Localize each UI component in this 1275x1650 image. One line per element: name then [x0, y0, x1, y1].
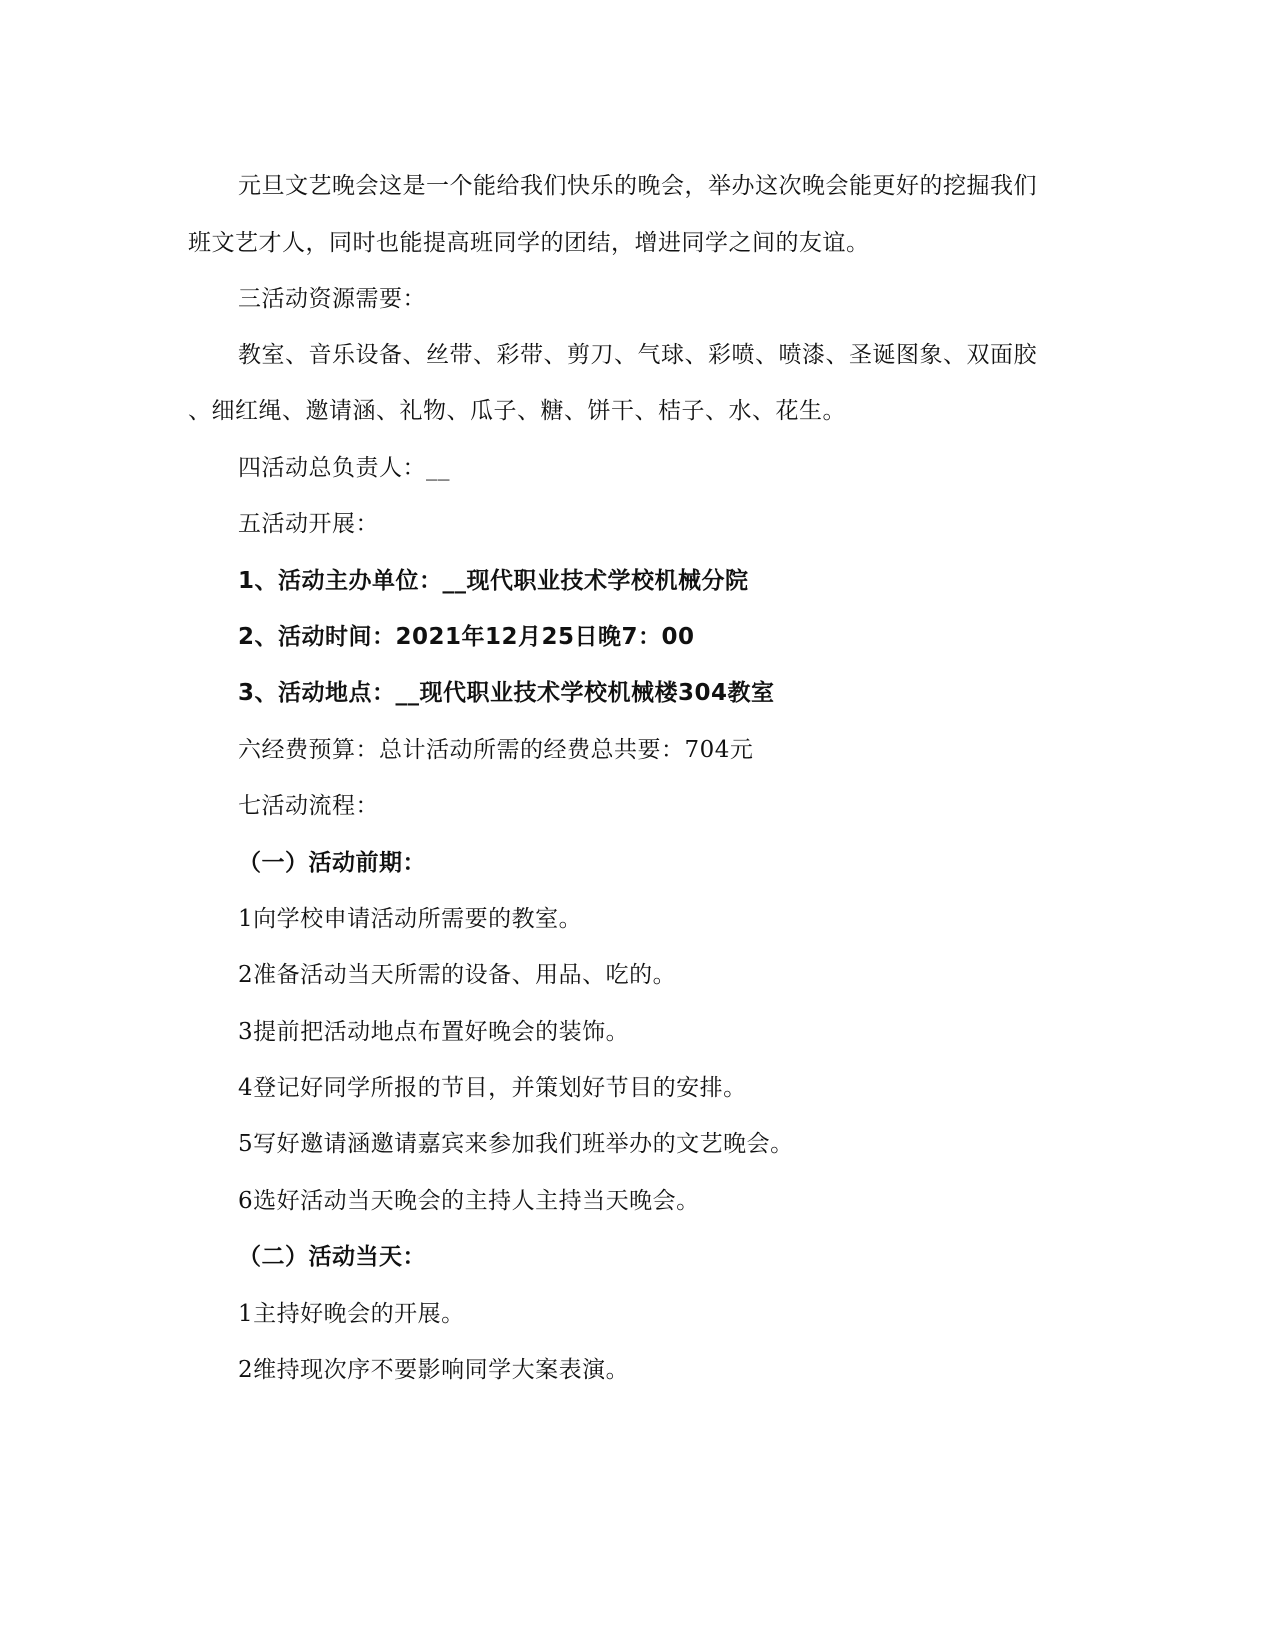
resources-line-2: 、细红绳、邀请涵、礼物、瓜子、糖、饼干、桔子、水、花生。	[188, 398, 846, 424]
section-5-title: 五活动开展：	[238, 511, 379, 537]
list-item: 5写好邀请涵邀请嘉宾来参加我们班举办的文艺晚会。	[238, 1131, 794, 1157]
list-item: 4登记好同学所报的节目，并策划好节目的安排。	[238, 1075, 747, 1101]
intro-paragraph-line-1: 元旦文艺晚会这是一个能给我们快乐的晚会，举办这次晚会能更好的挖掘我们	[238, 173, 1037, 199]
phase-1-title: （一）活动前期：	[238, 850, 426, 876]
resources-line-1: 教室、音乐设备、丝带、彩带、剪刀、气球、彩喷、喷漆、圣诞图象、双面胶	[238, 342, 1037, 368]
location-line: 3、活动地点：__现代职业技术学校机械楼304教室	[238, 680, 775, 706]
list-item: 1主持好晚会的开展。	[238, 1301, 465, 1327]
section-7-title: 七活动流程：	[238, 793, 379, 819]
section-3-title: 三活动资源需要：	[238, 286, 426, 312]
time-line: 2、活动时间：2021年12月25日晚7：00	[238, 624, 695, 650]
list-item: 2准备活动当天所需的设备、用品、吃的。	[238, 962, 677, 988]
phase-2-title: （二）活动当天：	[238, 1244, 426, 1270]
section-4-title: 四活动总负责人：__	[238, 455, 450, 481]
list-item: 2维持现次序不要影响同学大案表演。	[238, 1357, 630, 1383]
organizer-line: 1、活动主办单位：__现代职业技术学校机械分院	[238, 568, 749, 594]
list-item: 6选好活动当天晚会的主持人主持当天晚会。	[238, 1188, 700, 1214]
budget-line: 六经费预算：总计活动所需的经费总共要：704元	[238, 737, 754, 763]
intro-paragraph-line-2: 班文艺才人，同时也能提高班同学的团结，增进同学之间的友谊。	[188, 230, 870, 256]
list-item: 3提前把活动地点布置好晚会的装饰。	[238, 1019, 630, 1045]
list-item: 1向学校申请活动所需要的教室。	[238, 906, 583, 932]
